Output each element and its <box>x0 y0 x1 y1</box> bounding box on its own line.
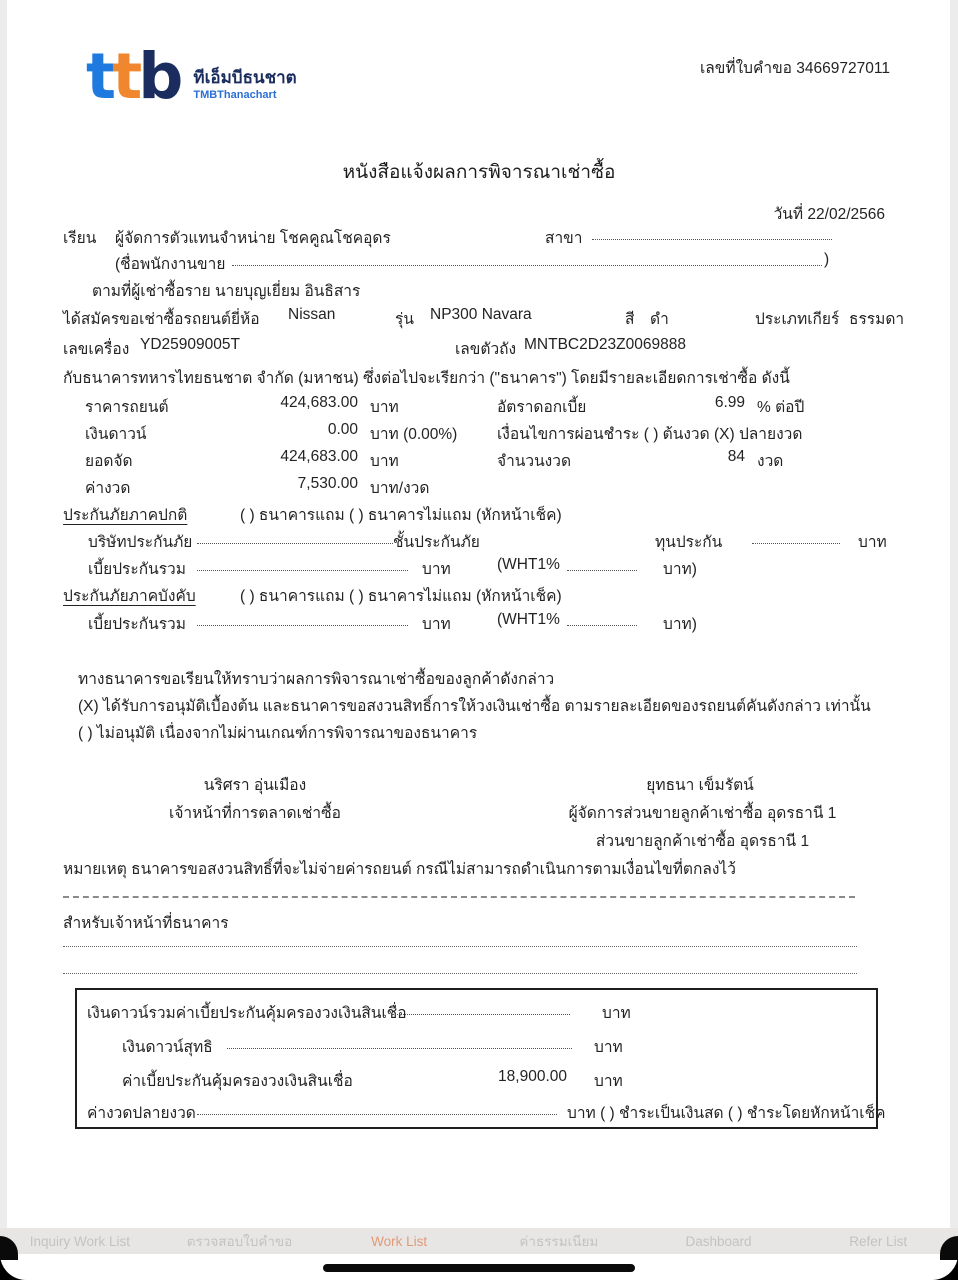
down-value: 0.00 <box>327 421 358 438</box>
compulsory-premium-line <box>0 611 958 635</box>
salesperson-close-paren: ) <box>824 251 830 268</box>
dealer-name: ผู้จัดการตัวแทนจำหน่าย โชคคูณโชคอุดร <box>115 230 391 247</box>
compulsory-premium-unit: บาท <box>422 616 451 633</box>
insurance-premium-line <box>0 556 958 580</box>
note-text: หมายเหตุ ธนาคารขอสงวนสิทธิ์ที่จะไม่จ่ายค่ารถยนต์ กรณีไม่สามารถดำเนินการตามเงื่อนไขที่ตกลงไว้ <box>63 861 736 878</box>
request-number-line <box>0 55 958 79</box>
request-number: เลขที่ใบคำขอ 34669727011 <box>700 60 890 77</box>
note-line <box>0 856 958 880</box>
applicant-name: ตามที่ผู้เช่าซื้อราย นายบุญเยี่ยม อินธิสาร <box>92 283 361 300</box>
salesperson-line <box>0 251 958 275</box>
box-row-3 <box>77 1068 876 1092</box>
branch-label: สาขา <box>545 230 583 247</box>
insurance-normal-header: ประกันภัยภาคปกติ <box>63 507 188 524</box>
insurance-class-label: ชั้นประกันภัย <box>393 534 480 551</box>
signature-right-title: ผู้จัดการส่วนขายลูกค้าเช่าซื้อ อุดรธานี 1 <box>568 805 837 822</box>
vehicle-line-2 <box>0 336 958 360</box>
box-row-1 <box>77 1000 876 1024</box>
signature-titles-line <box>0 800 958 824</box>
box-row3-label: ค่าเบี้ยประกันคุ้มครองวงเงินสินเชื่อ <box>122 1073 353 1090</box>
compulsory-wht-dotted-field <box>567 611 637 626</box>
installment-unit: บาท/งวด <box>370 480 430 497</box>
box-row4-dotted-field <box>197 1100 557 1115</box>
box-row1-label: เงินดาวน์รวมค่าเบี้ยประกันคุ้มครองวงเงินสินเชื่อ <box>87 1005 407 1022</box>
sum-insured-label: ทุนประกัน <box>655 534 723 551</box>
interest-unit: % ต่อปี <box>757 399 805 416</box>
installment-value: 7,530.00 <box>297 475 358 492</box>
officer-dotted-line-2 <box>63 972 857 974</box>
interest-label: อัตราดอกเบี้ย <box>497 399 587 416</box>
box-row3-value: 18,900.00 <box>498 1068 567 1085</box>
wht-label: (WHT1% <box>497 556 560 573</box>
officer-section-title: สำหรับเจ้าหน้าที่ธนาคาร <box>63 915 229 932</box>
periods-unit: งวด <box>757 453 784 470</box>
bank-clause: กับธนาคารทหารไทยธนชาต จำกัด (มหาชน) ซึ่งต่อไปจะเรียกว่า ("ธนาคาร") โดยมีรายละเอียดการเช่าซื้อ ดังนี้ <box>63 370 790 387</box>
wht-dotted-field <box>567 556 637 571</box>
color-label: สี <box>625 311 635 328</box>
tab-fees[interactable]: ค่าธรรมเนียม <box>519 1234 599 1249</box>
financed-value: 424,683.00 <box>280 448 358 465</box>
salesperson-dotted-field <box>232 251 822 266</box>
terms-row-price <box>0 394 958 418</box>
down-label: เงินดาวน์ <box>85 426 147 443</box>
officer-dotted-line-1 <box>63 945 857 947</box>
salutation-label: เรียน <box>63 230 97 247</box>
compulsory-premium-dotted-field <box>197 611 408 626</box>
premium-unit: บาท <box>422 561 451 578</box>
interest-value: 6.99 <box>714 394 745 411</box>
applicant-line <box>0 278 958 302</box>
bank-name-thai: ทีเอ็มบีธนชาต <box>193 68 297 87</box>
bank-clause-line <box>0 365 958 389</box>
recipient-line <box>0 225 958 249</box>
box-row2-dotted-field <box>227 1034 572 1049</box>
down-unit: บาท (0.00%) <box>370 426 458 443</box>
box-row2-label: เงินดาวน์สุทธิ <box>122 1039 213 1056</box>
insurance-normal-options: ( ) ธนาคารแถม ( ) ธนาคารไม่แถม (หักหน้าเช็ค) <box>240 507 562 524</box>
box-row3-unit: บาท <box>594 1073 623 1090</box>
terms-row-down <box>0 421 958 445</box>
wht-unit: บาท) <box>663 561 697 578</box>
premium-label: เบี้ยประกันรวม <box>88 561 186 578</box>
compulsory-premium-label: เบี้ยประกันรวม <box>88 616 186 633</box>
price-value: 424,683.00 <box>280 394 358 411</box>
result-intro-line <box>0 666 958 690</box>
compulsory-wht-label: (WHT1% <box>497 611 560 628</box>
vehicle-line-1 <box>0 306 958 330</box>
tab-work-list[interactable]: Work List <box>371 1233 428 1249</box>
insurance-compulsory-header-line <box>0 583 958 607</box>
bottom-tab-bar <box>0 1228 958 1254</box>
tab-refer-list[interactable]: Refer List <box>849 1233 908 1249</box>
signature-right-name: ยุทธนา เข็มรัตน์ <box>646 777 754 794</box>
brand-value: Nissan <box>288 306 336 323</box>
installment-label: ค่างวด <box>85 480 131 497</box>
box-row-4 <box>77 1100 886 1124</box>
chassis-number: MNTBC2D23Z0069888 <box>524 336 686 353</box>
salesperson-label: (ชื่อพนักงานขาย <box>115 256 226 273</box>
box-row1-unit: บาท <box>602 1005 631 1022</box>
insurance-normal-header-line <box>0 502 958 526</box>
gear-value: ธรรมดา <box>849 311 905 328</box>
compulsory-wht-unit: บาท) <box>663 616 697 633</box>
insurance-compulsory-header: ประกันภัยภาคบังคับ <box>63 588 196 605</box>
date-line <box>0 201 958 225</box>
payment-condition: เงื่อนไขการผ่อนชำระ ( ) ต้นงวด (X) ปลายงวด <box>497 426 803 443</box>
bank-name-english: TMBThanachart <box>193 89 277 101</box>
signature-left-name: นริศรา อุ่นเมือง <box>203 777 307 794</box>
model-label: รุ่น <box>395 311 414 328</box>
sum-insured-dotted-field <box>752 529 840 544</box>
result-rejected-line <box>0 720 958 744</box>
branch-dotted-field <box>592 225 832 240</box>
premium-dotted-field <box>197 556 408 571</box>
document-title: หนังสือแจ้งผลการพิจารณาเช่าซื้อ <box>342 162 616 183</box>
color-value: ดำ <box>650 311 669 328</box>
insurer-dotted-field <box>197 529 393 544</box>
result-rejected: ( ) ไม่อนุมัติ เนื่องจากไม่ผ่านเกณฑ์การพิจารณาของธนาคาร <box>78 725 478 742</box>
engine-label: เลขเครื่อง <box>63 341 130 358</box>
document-date: วันที่ 22/02/2566 <box>773 206 885 223</box>
periods-value: 84 <box>727 448 745 465</box>
signature-left-title: เจ้าหน้าที่การตลาดเช่าซื้อ <box>169 805 341 822</box>
box-row-2 <box>77 1034 876 1058</box>
insurance-company-line <box>0 529 958 553</box>
signature-dept-line <box>0 828 958 852</box>
sum-insured-unit: บาท <box>858 534 887 551</box>
signature-names-line <box>0 772 958 796</box>
periods-label: จำนวนงวด <box>497 453 572 470</box>
price-label: ราคารถยนต์ <box>85 399 169 416</box>
result-approved-line <box>0 693 958 717</box>
model-value: NP300 Navara <box>430 306 532 323</box>
home-indicator[interactable] <box>323 1264 635 1272</box>
box-row1-dotted-field <box>392 1000 570 1015</box>
engine-number: YD25909005T <box>140 336 240 353</box>
ttb-logo-icon: ttb <box>86 40 180 113</box>
section-dashed-divider <box>63 896 855 898</box>
price-unit: บาท <box>370 399 399 416</box>
tab-check-application[interactable]: ตรวจสอบใบคำขอ <box>186 1234 293 1249</box>
tab-inquiry-work-list[interactable]: Inquiry Work List <box>29 1233 130 1249</box>
insurance-compulsory-options: ( ) ธนาคารแถม ( ) ธนาคารไม่แถม (หักหน้าเช็ค) <box>240 588 562 605</box>
financed-label: ยอดจัด <box>85 453 133 470</box>
chassis-label: เลขตัวถัง <box>455 341 517 358</box>
box-row4-label: ค่างวดปลายงวด <box>87 1105 196 1122</box>
officer-section-line <box>0 910 958 934</box>
terms-row-installment <box>0 475 958 499</box>
gear-label: ประเภทเกียร์ <box>755 311 840 328</box>
result-intro: ทางธนาคารขอเรียนให้ทราบว่าผลการพิจารณาเช่าซื้อของลูกค้าดังกล่าว <box>78 671 555 688</box>
signature-right-dept: ส่วนขายลูกค้าเช่าซื้อ อุดรธานี 1 <box>595 833 810 850</box>
brand-label: ได้สมัครขอเช่าซื้อรถยนต์ยี่ห้อ <box>63 311 260 328</box>
box-row4-suffix: บาท ( ) ชำระเป็นเงินสด ( ) ชำระโดยหักหน้าเช็ค <box>567 1105 886 1122</box>
box-row2-unit: บาท <box>594 1039 623 1056</box>
result-approved: (X) ได้รับการอนุมัติเบื้องต้น และธนาคารขอสงวนสิทธิ์การให้วงเงินเช่าซื้อ ตามรายละเอียดของรถยนต์คันดังกล่าว เท่านั้น <box>78 698 871 715</box>
officer-box <box>75 988 886 1129</box>
terms-row-financed <box>0 448 958 472</box>
tab-dashboard[interactable]: Dashboard <box>685 1233 752 1249</box>
insurer-label: บริษัทประกันภัย <box>88 534 193 551</box>
financed-unit: บาท <box>370 453 399 470</box>
